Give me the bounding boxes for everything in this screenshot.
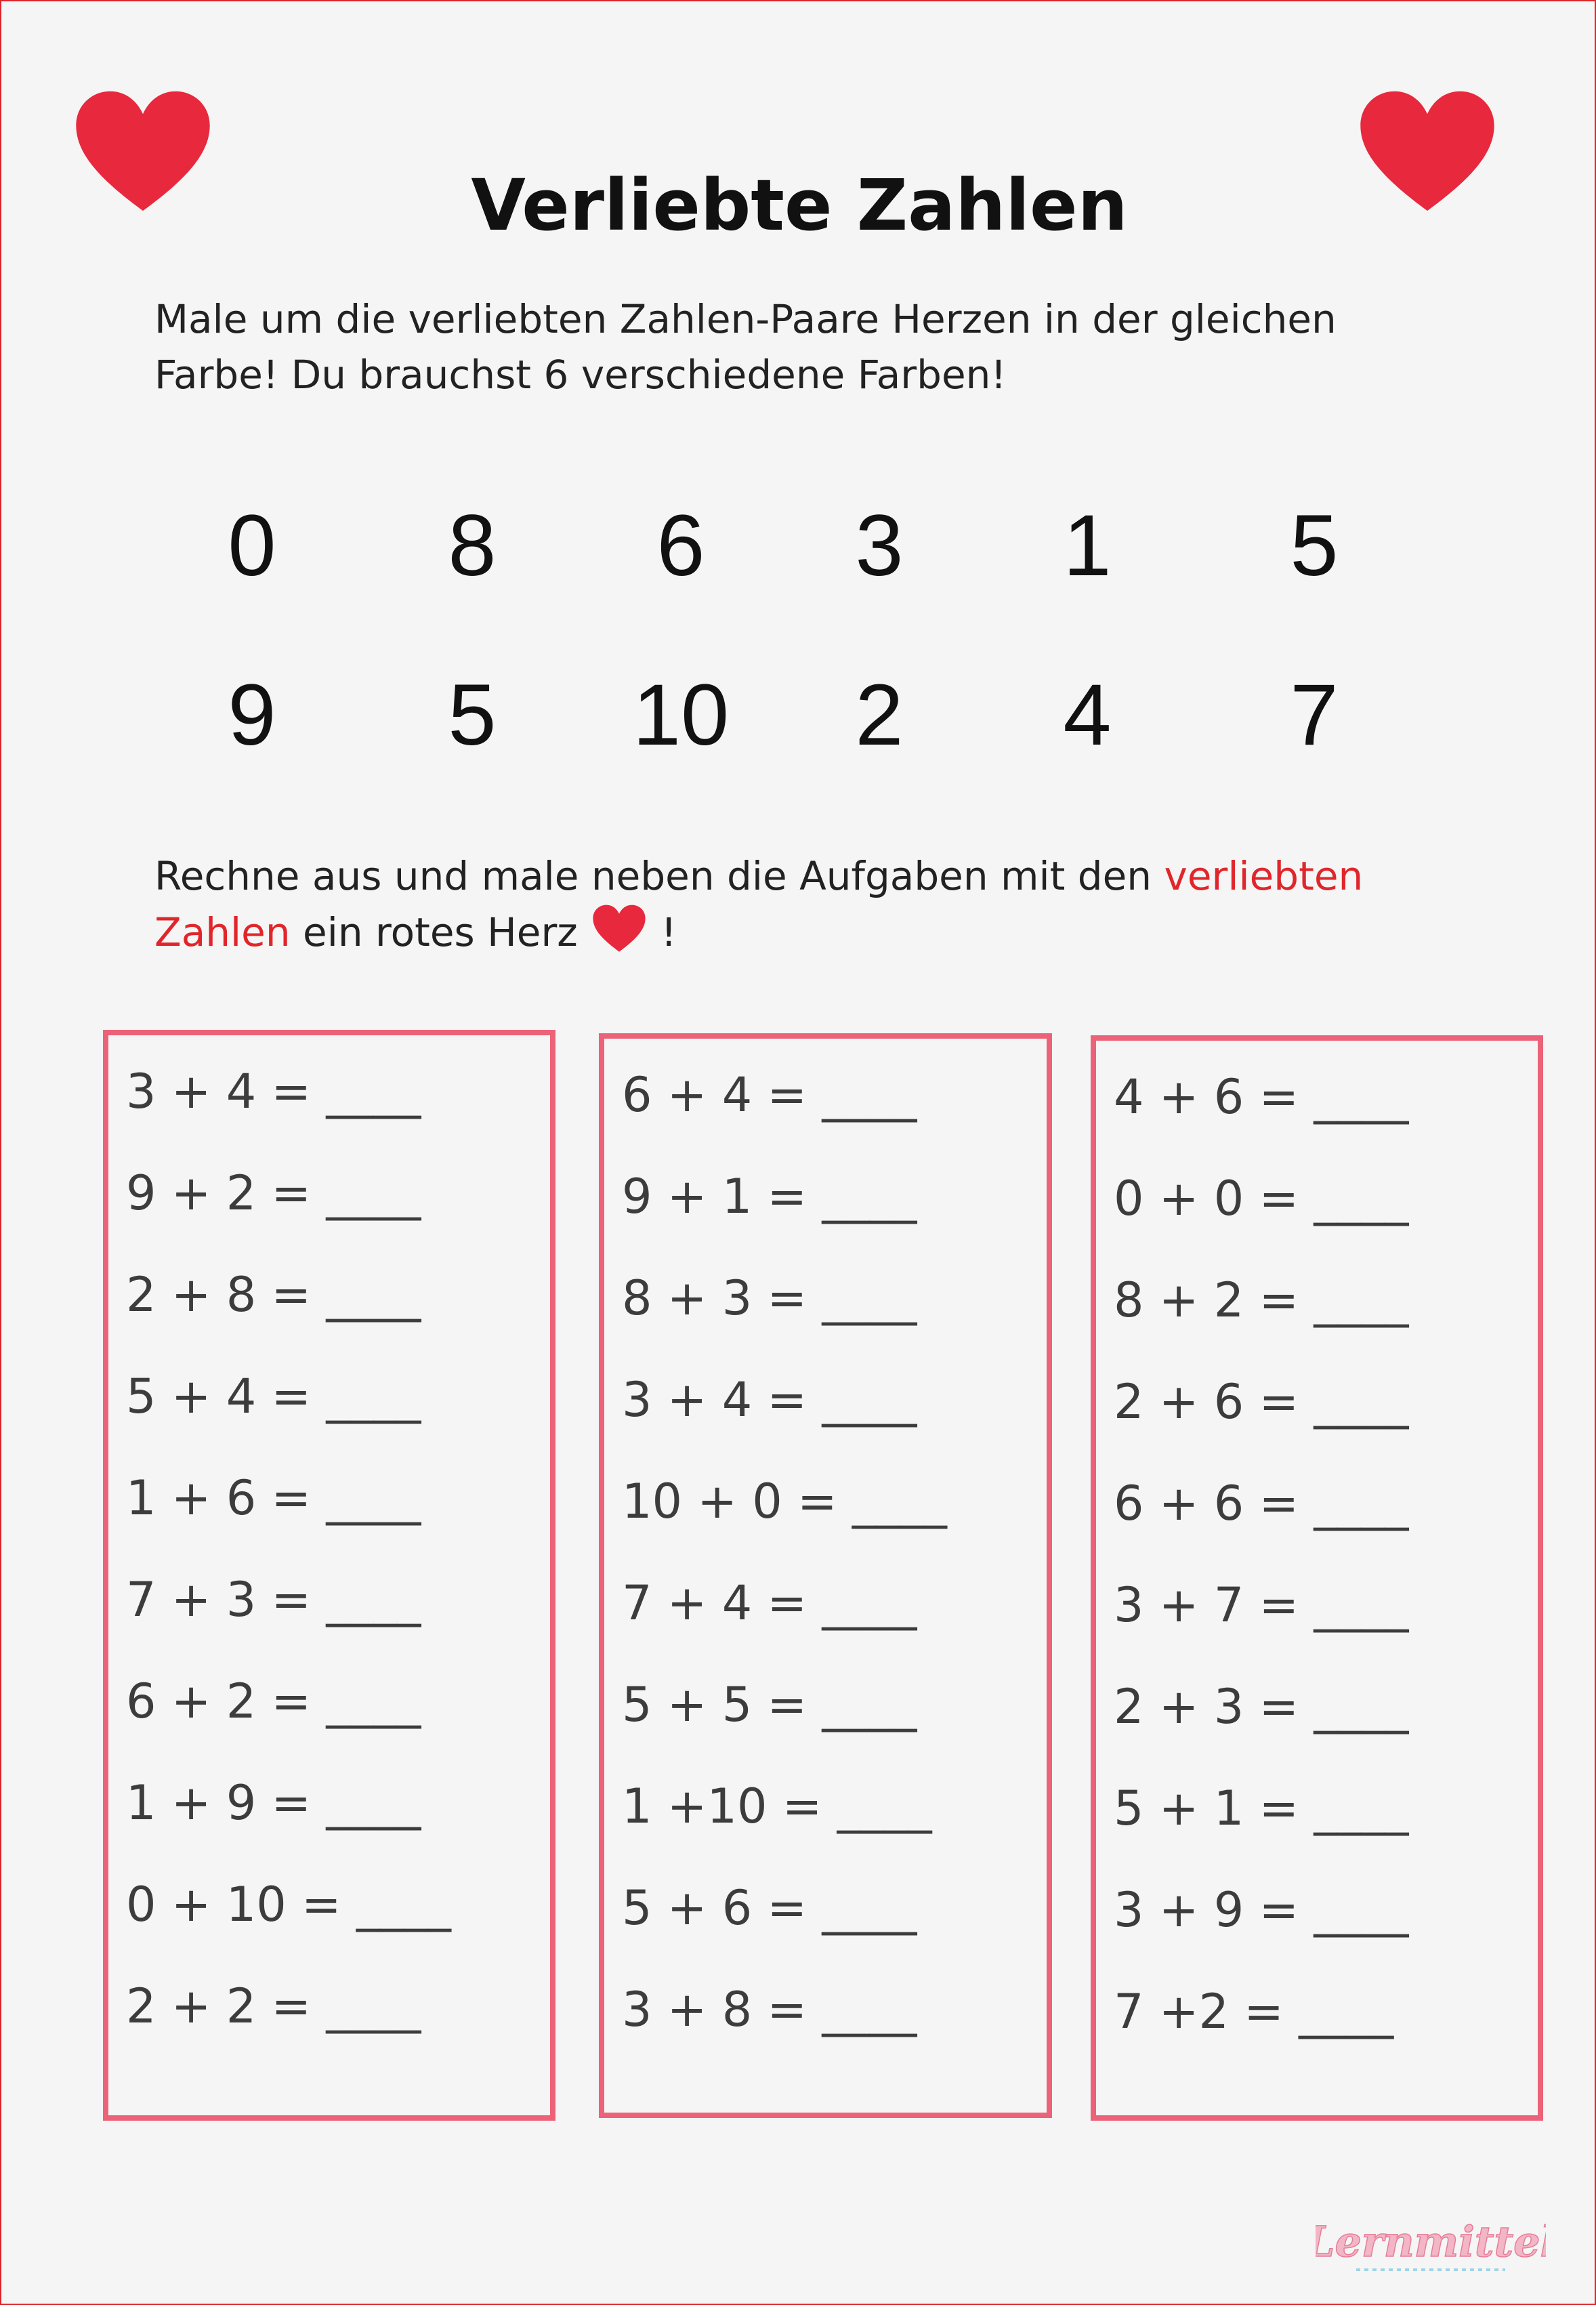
- lernmittel-logo: [1316, 2217, 1546, 2278]
- math-task: 4 + 6 = ____: [1114, 1069, 1409, 1125]
- heart-icon: [590, 904, 648, 954]
- math-task: 1 + 9 = ____: [126, 1775, 421, 1831]
- math-task: 3 + 9 = ____: [1114, 1882, 1409, 1938]
- math-task: 2 + 3 = ____: [1114, 1679, 1409, 1735]
- math-task: 5 + 1 = ____: [1114, 1781, 1409, 1836]
- math-task: 3 + 8 = ____: [622, 1982, 917, 2037]
- number-cell: 0: [228, 497, 276, 594]
- number-cell: 1: [1063, 497, 1112, 594]
- number-cell: 5: [1290, 497, 1339, 594]
- math-task: 5 + 4 = ____: [126, 1369, 421, 1424]
- math-task: 10 + 0 = ____: [622, 1474, 947, 1529]
- instruction-calculate: [154, 848, 1442, 960]
- math-task: 0 + 10 = ____: [126, 1877, 451, 1932]
- math-task: 6 + 2 = ____: [126, 1674, 421, 1729]
- math-task: 6 + 6 = ____: [1114, 1476, 1409, 1531]
- math-task: 9 + 1 = ____: [622, 1169, 917, 1224]
- instruction-text: !: [648, 909, 677, 955]
- math-task: 8 + 2 = ____: [1114, 1272, 1409, 1328]
- instruction-text: ein rotes Herz: [290, 909, 578, 955]
- math-task: 3 + 4 = ____: [622, 1372, 917, 1428]
- number-cell: 10: [632, 667, 730, 764]
- math-task: 7 +2 = ____: [1114, 1984, 1394, 2039]
- svg-text:Lernmittel: Lernmittel: [1316, 2217, 1546, 2266]
- math-task: 2 + 8 = ____: [126, 1267, 421, 1323]
- math-task: 1 + 6 = ____: [126, 1470, 421, 1526]
- task-column-2: [599, 1033, 1052, 2118]
- task-column-1: [103, 1030, 555, 2121]
- number-cell: 7: [1290, 667, 1339, 764]
- number-cell: 9: [228, 667, 276, 764]
- number-cell: 8: [448, 497, 497, 594]
- task-column-3: [1091, 1035, 1543, 2121]
- number-cell: 3: [855, 497, 904, 594]
- math-task: 3 + 4 = ____: [126, 1064, 421, 1119]
- number-cell: 2: [855, 667, 904, 764]
- math-task: 9 + 2 = ____: [126, 1165, 421, 1221]
- math-task: 0 + 0 = ____: [1114, 1171, 1409, 1226]
- highlight-text: verliebten Zahlen: [154, 853, 1364, 955]
- number-cell: 5: [448, 667, 497, 764]
- math-task: 1 +10 = ____: [622, 1779, 932, 1834]
- math-task: 7 + 4 = ____: [622, 1575, 917, 1631]
- instruction-text: Rechne aus und male neben die Aufgaben mit den: [154, 853, 1164, 899]
- math-task: 8 + 3 = ____: [622, 1270, 917, 1326]
- math-task: 7 + 3 = ____: [126, 1572, 421, 1627]
- instruction-pairs: Male um die verliebten Zahlen-Paare Herzen in der gleichen Farbe! Du brauchst 6 verschiedene Farben!: [154, 296, 1337, 398]
- math-task: 5 + 5 = ____: [622, 1677, 917, 1732]
- number-cell: 4: [1063, 667, 1112, 764]
- math-task: 2 + 2 = ____: [126, 1978, 421, 2034]
- page-title: Verliebte Zahlen: [471, 164, 1128, 247]
- math-task: 6 + 4 = ____: [622, 1067, 917, 1123]
- math-task: 5 + 6 = ____: [622, 1880, 917, 1936]
- math-task: 2 + 6 = ____: [1114, 1374, 1409, 1430]
- math-task: 3 + 7 = ____: [1114, 1577, 1409, 1633]
- number-cell: 6: [656, 497, 705, 594]
